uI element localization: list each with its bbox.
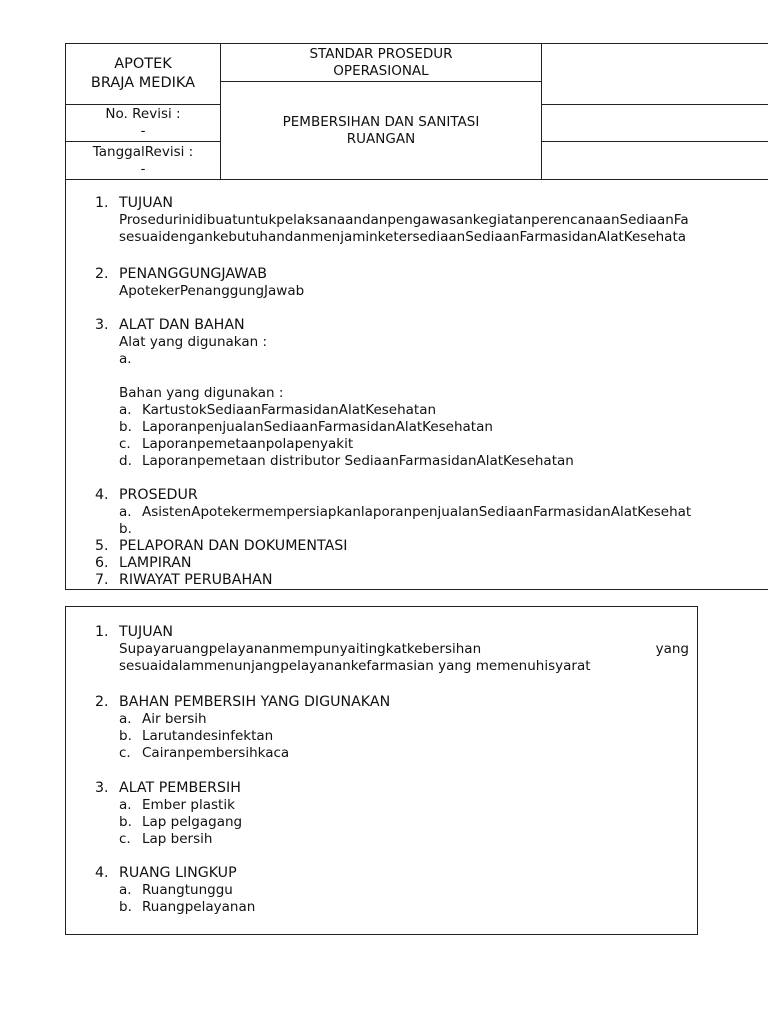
revision-value: - [140,123,146,139]
section-ruang-lingkup [95,865,689,916]
section-alat-bahan [95,317,768,470]
list-item: a. AsistenApotekermempersiapkanlaporanpenjualanSediaanFarmasidanAlatKesehat [119,504,692,520]
blank-cell-top [542,44,768,105]
revision-date-value: - [140,160,146,177]
alat-label: Alat yang digunakan : [119,334,268,350]
section-tujuan-2 [95,624,689,675]
section-tujuan [95,195,768,246]
tujuan-text-line-1: Supayaruangpelayananmempunyaitingkatkebersihan yang [119,641,689,657]
list-item: b. Lap pelgagang [119,814,243,830]
section-heading: 4. PROSEDUR [95,487,198,503]
section-heading: 2. PENANGGUNGJAWAB [95,266,267,282]
section-penanggungjawab [95,266,768,300]
revision-cell [66,105,221,142]
revision-label: No. Revisi : [105,106,181,122]
list-item: b. [119,521,132,537]
list-item: b. LaporanpenjualanSediaanFarmasidanAlatKesehatan [119,419,493,435]
list-item: a. Ruangtunggu [119,882,233,898]
list-item: b. Larutandesinfektan [119,728,274,744]
section-heading-lampiran: 6. LAMPIRAN [95,555,192,571]
section-heading: 1. TUJUAN [95,195,173,211]
list-item: a. Ember plastik [119,797,235,813]
section-heading: 2. BAHAN PEMBERSIH YANG DIGUNAKAN [95,694,391,710]
blank-cell-bottom [542,142,768,180]
list-item: c. Cairanpembersihkaca [119,745,290,761]
apotek-line-2: BRAJA MEDIKA [90,75,196,91]
revision-date-cell [66,142,221,180]
sop-type-cell [221,44,542,82]
blank-cell-middle [542,105,768,142]
apotek-line-1: APOTEK [114,56,172,72]
revision-date-label: TanggalRevisi : [92,143,194,160]
apotek-name-cell [66,44,221,105]
list-item: d. Laporanpemetaan distributor SediaanFarmasidanAlatKesehatan [119,453,574,469]
section-heading: 4. RUANG LINGKUP [95,865,237,881]
bahan-label: Bahan yang digunakan : [119,385,284,401]
list-item: c. Lap bersih [119,831,213,847]
sop-header-table [65,43,768,180]
section-prosedur [95,487,768,589]
tujuan-text-line-1: ProsedurinidibuatuntukpelaksanaandanpengawasankegiatanperencanaanSediaanFa [119,212,689,228]
section-heading: 3. ALAT PEMBERSIH [95,780,241,796]
list-item: a. Air bersih [119,711,207,727]
section-heading-riwayat: 7. RIWAYAT PERUBAHAN [95,572,273,588]
list-item: b. Ruangpelayanan [119,899,256,915]
sop-title-cell [221,82,542,180]
sop-type-line-1: STANDAR PROSEDUR [309,45,453,62]
list-item: c. Laporanpemetaanpolapenyakit [119,436,354,452]
sop-title-line-2: RUANGAN [346,130,416,147]
section-heading-pelaporan: 5. PELAPORAN DAN DOKUMENTASI [95,538,348,554]
tujuan-text-line-2: sesuaidengankebutuhandanmenjaminketersediaanSediaanFarmasidanAlatKesehata [119,229,687,245]
list-item: a. KartustokSediaanFarmasidanAlatKesehatan [119,402,437,418]
sanitation-content-box [65,606,698,935]
section-heading: 1. TUJUAN [95,624,173,640]
sop-body-box [65,179,768,590]
sop-type-line-2: OPERASIONAL [333,62,429,79]
tujuan-text-line-2: sesuaidalammenunjangpelayanankefarmasian yang memenuhisyarat [119,658,591,674]
section-heading: 3. ALAT DAN BAHAN [95,317,245,333]
sop-title-line-1: PEMBERSIHAN DAN SANITASI [282,113,480,130]
section-bahan-pembersih [95,694,689,762]
section-alat-pembersih [95,780,689,848]
alat-item-a: a. [119,351,132,367]
penanggungjawab-text: ApotekerPenanggungJawab [119,283,305,299]
